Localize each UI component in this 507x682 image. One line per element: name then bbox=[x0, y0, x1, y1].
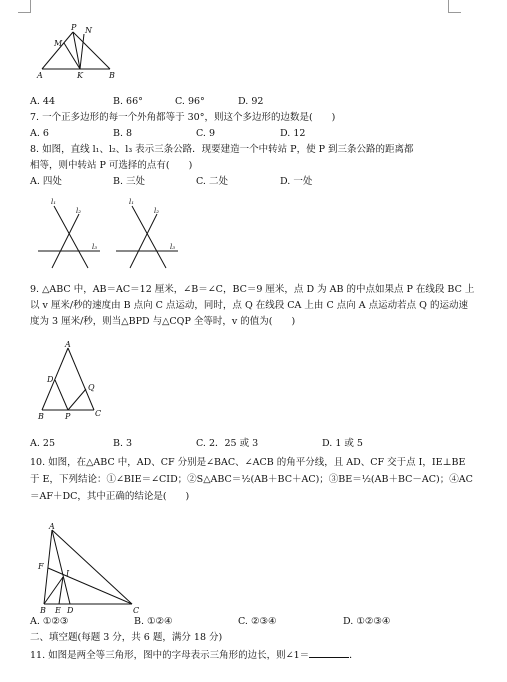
q9-label-d: D bbox=[47, 375, 54, 384]
q8-right-label-l2: l₂ bbox=[154, 207, 160, 215]
q10-label-f: F bbox=[38, 562, 44, 571]
q10-label-e: E bbox=[55, 606, 61, 614]
q11-answer-blank[interactable] bbox=[309, 648, 349, 658]
q9-label-q: Q bbox=[88, 383, 95, 392]
corner-mark-top-right bbox=[448, 0, 461, 13]
q10-label-c: C bbox=[133, 606, 140, 614]
q8-figure-left bbox=[34, 196, 104, 274]
corner-mark-top-left bbox=[18, 0, 31, 13]
q8-option-d: D. 一处 bbox=[280, 176, 313, 187]
q10-option-c: C. ②③④ bbox=[238, 616, 277, 627]
q9-label-a: A bbox=[65, 340, 71, 349]
q8-option-b: B. 三处 bbox=[113, 176, 146, 187]
q9-figure bbox=[34, 340, 114, 424]
q10-option-a: A. ①②③ bbox=[30, 616, 69, 627]
q6-option-c: C. 96° bbox=[175, 96, 205, 107]
q6-option-a: A. 44 bbox=[30, 96, 55, 107]
q9-option-d: D. 1 或 5 bbox=[322, 438, 363, 449]
q7-option-d: D. 12 bbox=[280, 128, 306, 139]
q7-option-b: B. 8 bbox=[113, 128, 133, 139]
q8-left-label-l1: l₁ bbox=[51, 198, 57, 206]
q8-left-label-l2: l₂ bbox=[76, 207, 82, 215]
q9-label-c: C bbox=[95, 409, 102, 418]
q6-label-b: B bbox=[109, 71, 115, 80]
q6-figure bbox=[34, 22, 124, 82]
q8-option-c: C. 二处 bbox=[196, 176, 228, 187]
q8-option-a: A. 四处 bbox=[30, 176, 62, 187]
q6-label-a: A bbox=[37, 71, 43, 80]
q7-option-c: C. 9 bbox=[196, 128, 216, 139]
q6-option-b: B. 66° bbox=[113, 96, 143, 107]
q10-option-d: D. ①②③④ bbox=[343, 616, 391, 627]
q9-label-p: P bbox=[65, 412, 71, 421]
q8-question-line2: 相等，则中转站 P 可选择的点有( ) bbox=[30, 160, 193, 171]
q11-text: 11. 如图是两全等三角形，图中的字母表示三角形的边长，则∠1＝ bbox=[30, 650, 310, 661]
q10-figure bbox=[34, 522, 144, 614]
q8-figure-right bbox=[114, 196, 184, 274]
q10-option-b: B. ①②④ bbox=[134, 616, 173, 627]
q10-label-i: I bbox=[66, 569, 70, 578]
q6-label-p: P bbox=[71, 23, 77, 32]
q6-label-k: K bbox=[77, 71, 83, 80]
q9-question: 9. △ABC 中，AB＝AC＝12 厘米，∠B＝∠C，BC＝9 厘米，点 D 为 AB 的中点如果点 P 在线段 BC 上以 v 厘米/秒的速度由 B 点向 C 点运动，同时，点 Q 在线段 CA 上由 C 点向 A 点运动若点 Q 的运动速度为 3 厘米/秒，则当△BPD 与△CQP 全等时，v 的值为( ) bbox=[30, 284, 475, 327]
q10-question: 10. 如图，在△ABC 中，AD、CF 分别是∠BAC、∠ACB 的角平分线，且 AD、CF 交于点 I，IE⊥BE 于 E，下列结论：①∠BIE＝∠CID；②S△ABC＝½(AB＋BC＋AC)；③BE＝½(AB＋BC－AC)；④AC＝AF＋DC，其中正确的结论是( ) bbox=[30, 457, 473, 502]
q9-option-a: A. 25 bbox=[30, 438, 55, 449]
q10-label-b: B bbox=[40, 606, 46, 614]
q8-left-label-l3: l₃ bbox=[92, 243, 98, 251]
q8-right-label-l1: l₁ bbox=[129, 198, 135, 206]
q6-label-n: N bbox=[85, 26, 92, 35]
q6-option-d: D. 92 bbox=[238, 96, 264, 107]
q8-question-line1: 8. 如图，直线 l₁、l₂、l₃ 表示三条公路．现要建造一个中转站 P，使 P 到三条公路的距离都 bbox=[30, 144, 414, 155]
q7-option-a: A. 6 bbox=[30, 128, 49, 139]
q6-label-m: M bbox=[54, 39, 63, 48]
section-title-fill-in: 二、填空题(每题 3 分，共 6 题，满分 18 分) bbox=[30, 632, 223, 643]
q9-option-b: B. 3 bbox=[113, 438, 133, 449]
q8-right-label-l3: l₃ bbox=[170, 243, 176, 251]
q10-label-d: D bbox=[67, 606, 74, 614]
q10-label-a: A bbox=[49, 522, 55, 531]
q7-question: 7. 一个正多边形的每一个外角都等于 30°，则这个多边形的边数是( ) bbox=[30, 112, 336, 123]
q9-option-c: C. 2．25 或 3 bbox=[196, 438, 259, 449]
q11-question: 11. 如图是两全等三角形，图中的字母表示三角形的边长，则∠1＝ ． bbox=[30, 650, 359, 661]
q9-label-b: B bbox=[38, 412, 44, 421]
